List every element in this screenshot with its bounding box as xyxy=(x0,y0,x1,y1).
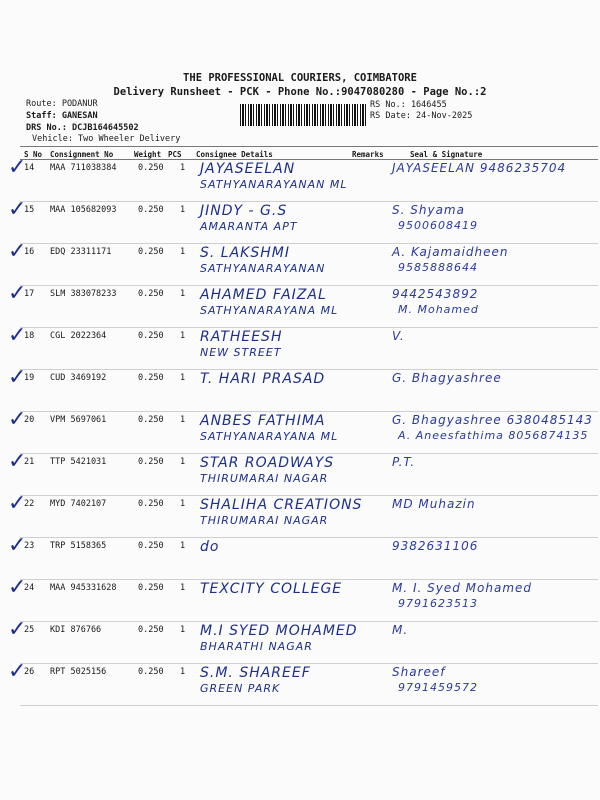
row-signature: S. Shyama xyxy=(392,203,465,217)
row-pcs: 1 xyxy=(180,457,186,467)
col-seal: Seal & Signature xyxy=(410,150,483,159)
row-consignment-no: TRP 5158365 xyxy=(50,541,107,551)
row-weight: 0.250 xyxy=(138,583,164,593)
barcode xyxy=(240,104,366,126)
drs-number: DRS No.: DCJB164645502 xyxy=(26,123,139,133)
row-signature: M. I. Syed Mohamed xyxy=(392,581,533,595)
row-sno: 15 xyxy=(24,205,35,215)
row-signature: V. xyxy=(392,329,405,343)
row-divider xyxy=(20,285,598,286)
row-check-icon: ✓ xyxy=(8,197,27,222)
row-signature-note: 9791623513 xyxy=(398,597,478,610)
row-signature: JAYASEELAN 9486235704 xyxy=(392,161,567,175)
row-weight: 0.250 xyxy=(138,205,164,215)
row-sno: 21 xyxy=(24,457,35,467)
row-consignee-name: S.M. SHAREEF xyxy=(200,665,311,681)
row-check-icon: ✓ xyxy=(8,239,27,264)
row-divider xyxy=(20,621,598,622)
row-consignment-no: KDI 876766 xyxy=(50,625,102,635)
row-sno: 20 xyxy=(24,415,35,425)
row-consignment-no: CGL 2022364 xyxy=(50,331,107,341)
row-check-icon: ✓ xyxy=(8,491,27,516)
row-check-icon: ✓ xyxy=(8,281,27,306)
row-consignment-no: CUD 3469192 xyxy=(50,373,107,383)
row-consignment-no: SLM 383078233 xyxy=(50,289,117,299)
row-divider xyxy=(20,369,598,370)
row-consignee-address: SATHYANARAYANA ML xyxy=(200,430,339,443)
row-signature: MD Muhazin xyxy=(392,497,476,511)
vehicle-label: Vehicle: Two Wheeler Delivery xyxy=(32,134,181,144)
row-consignee-name: AHAMED FAIZAL xyxy=(200,287,327,303)
row-signature-note: A. Aneesfathima 8056874135 xyxy=(398,429,589,442)
row-consignment-no: VPM 5697061 xyxy=(50,415,107,425)
row-sno: 19 xyxy=(24,373,35,383)
row-divider xyxy=(20,579,598,580)
col-weight: Weight xyxy=(134,150,162,159)
row-check-icon: ✓ xyxy=(8,155,27,180)
row-sno: 24 xyxy=(24,583,35,593)
row-consignee-address: THIRUMARAI NAGAR xyxy=(200,472,329,485)
row-divider xyxy=(20,243,598,244)
row-pcs: 1 xyxy=(180,499,186,509)
row-consignment-no: TTP 5421031 xyxy=(50,457,107,467)
row-consignee-name: S. LAKSHMI xyxy=(200,245,290,261)
row-consignment-no: MAA 711038384 xyxy=(50,163,117,173)
row-consignee-address: AMARANTA APT xyxy=(200,220,298,233)
row-check-icon: ✓ xyxy=(8,659,27,684)
row-sno: 23 xyxy=(24,541,35,551)
col-remarks: Remarks xyxy=(352,150,384,159)
row-divider xyxy=(20,201,598,202)
runsheet-title: THE PROFESSIONAL COURIERS, COIMBATORE xyxy=(183,72,417,84)
rs-number: RS No.: 1646455 xyxy=(370,100,447,110)
row-sno: 18 xyxy=(24,331,35,341)
row-divider xyxy=(20,495,598,496)
row-signature: G. Bhagyashree xyxy=(392,371,502,385)
row-consignment-no: RPT 5025156 xyxy=(50,667,107,677)
row-consignee-name: M.I SYED MOHAMED xyxy=(200,623,358,639)
row-divider xyxy=(20,537,598,538)
row-consignee-name: SHALIHA CREATIONS xyxy=(200,497,363,513)
row-weight: 0.250 xyxy=(138,625,164,635)
row-consignment-no: EDQ 23311171 xyxy=(50,247,112,257)
row-check-icon: ✓ xyxy=(8,407,27,432)
row-pcs: 1 xyxy=(180,331,186,341)
route-label: Route: PODANUR xyxy=(26,99,98,109)
row-consignee-name: STAR ROADWAYS xyxy=(200,455,335,471)
row-consignee-name: do xyxy=(200,539,220,555)
col-sno: S No xyxy=(24,150,43,159)
row-weight: 0.250 xyxy=(138,415,164,425)
row-weight: 0.250 xyxy=(138,667,164,677)
row-signature: 9442543892 xyxy=(392,287,479,301)
row-consignee-name: RATHEESH xyxy=(200,329,283,345)
row-consignee-name: TEXCITY COLLEGE xyxy=(200,581,343,597)
row-consignment-no: MAA 945331628 xyxy=(50,583,117,593)
row-weight: 0.250 xyxy=(138,289,164,299)
row-consignee-address: THIRUMARAI NAGAR xyxy=(200,514,329,527)
row-consignment-no: MAA 105682093 xyxy=(50,205,117,215)
row-check-icon: ✓ xyxy=(8,365,27,390)
row-sno: 16 xyxy=(24,247,35,257)
row-consignment-no: MYD 7402107 xyxy=(50,499,107,509)
row-pcs: 1 xyxy=(180,583,186,593)
row-weight: 0.250 xyxy=(138,331,164,341)
row-weight: 0.250 xyxy=(138,163,164,173)
row-pcs: 1 xyxy=(180,667,186,677)
row-consignee-address: NEW STREET xyxy=(200,346,282,359)
row-divider xyxy=(20,663,598,664)
row-consignee-name: ANBES FATHIMA xyxy=(200,413,326,429)
row-signature: A. Kajamaidheen xyxy=(392,245,509,259)
row-pcs: 1 xyxy=(180,541,186,551)
row-consignee-address: GREEN PARK xyxy=(200,682,281,695)
row-divider xyxy=(20,453,598,454)
runsheet-subtitle: Delivery Runsheet - PCK - Phone No.:9047080280 - Page No.:2 xyxy=(113,86,487,98)
row-divider xyxy=(20,327,598,328)
row-signature-note: 9500608419 xyxy=(398,219,478,232)
row-check-icon: ✓ xyxy=(8,449,27,474)
row-pcs: 1 xyxy=(180,625,186,635)
row-pcs: 1 xyxy=(180,205,186,215)
row-weight: 0.250 xyxy=(138,373,164,383)
row-signature: P.T. xyxy=(392,455,416,469)
row-consignee-address: BHARATHI NAGAR xyxy=(200,640,313,653)
row-consignee-address: SATHYANARAYANAN xyxy=(200,262,326,275)
row-sno: 14 xyxy=(24,163,35,173)
row-consignee-name: T. HARI PRASAD xyxy=(200,371,326,387)
row-weight: 0.250 xyxy=(138,499,164,509)
row-signature: Shareef xyxy=(392,665,446,679)
row-sno: 22 xyxy=(24,499,35,509)
row-pcs: 1 xyxy=(180,373,186,383)
col-pcs: PCS xyxy=(168,150,182,159)
row-weight: 0.250 xyxy=(138,541,164,551)
row-divider xyxy=(20,411,598,412)
row-pcs: 1 xyxy=(180,163,186,173)
row-divider xyxy=(20,705,598,706)
row-check-icon: ✓ xyxy=(8,575,27,600)
row-signature: 9382631106 xyxy=(392,539,479,553)
row-consignee-address: SATHYANARAYANAN ML xyxy=(200,178,348,191)
row-sno: 17 xyxy=(24,289,35,299)
staff-label: Staff: GANESAN xyxy=(26,111,98,121)
row-pcs: 1 xyxy=(180,415,186,425)
row-consignee-name: JINDY - G.S xyxy=(200,203,288,219)
row-sno: 26 xyxy=(24,667,35,677)
row-sno: 25 xyxy=(24,625,35,635)
row-signature-note: 9791459572 xyxy=(398,681,478,694)
row-pcs: 1 xyxy=(180,247,186,257)
row-weight: 0.250 xyxy=(138,457,164,467)
rs-date: RS Date: 24-Nov-2025 xyxy=(370,111,473,121)
row-check-icon: ✓ xyxy=(8,533,27,558)
row-check-icon: ✓ xyxy=(8,617,27,642)
col-details: Consignee Details xyxy=(196,150,273,159)
row-signature: G. Bhagyashree 6380485143 xyxy=(392,413,593,427)
row-weight: 0.250 xyxy=(138,247,164,257)
row-consignee-name: JAYASEELAN xyxy=(200,161,296,177)
row-signature: M. xyxy=(392,623,409,637)
row-pcs: 1 xyxy=(180,289,186,299)
row-signature-note: M. Mohamed xyxy=(398,303,479,316)
row-signature-note: 9585888644 xyxy=(398,261,478,274)
col-consignment: Consignment No xyxy=(50,150,114,159)
row-check-icon: ✓ xyxy=(8,323,27,348)
row-consignee-address: SATHYANARAYANA ML xyxy=(200,304,339,317)
